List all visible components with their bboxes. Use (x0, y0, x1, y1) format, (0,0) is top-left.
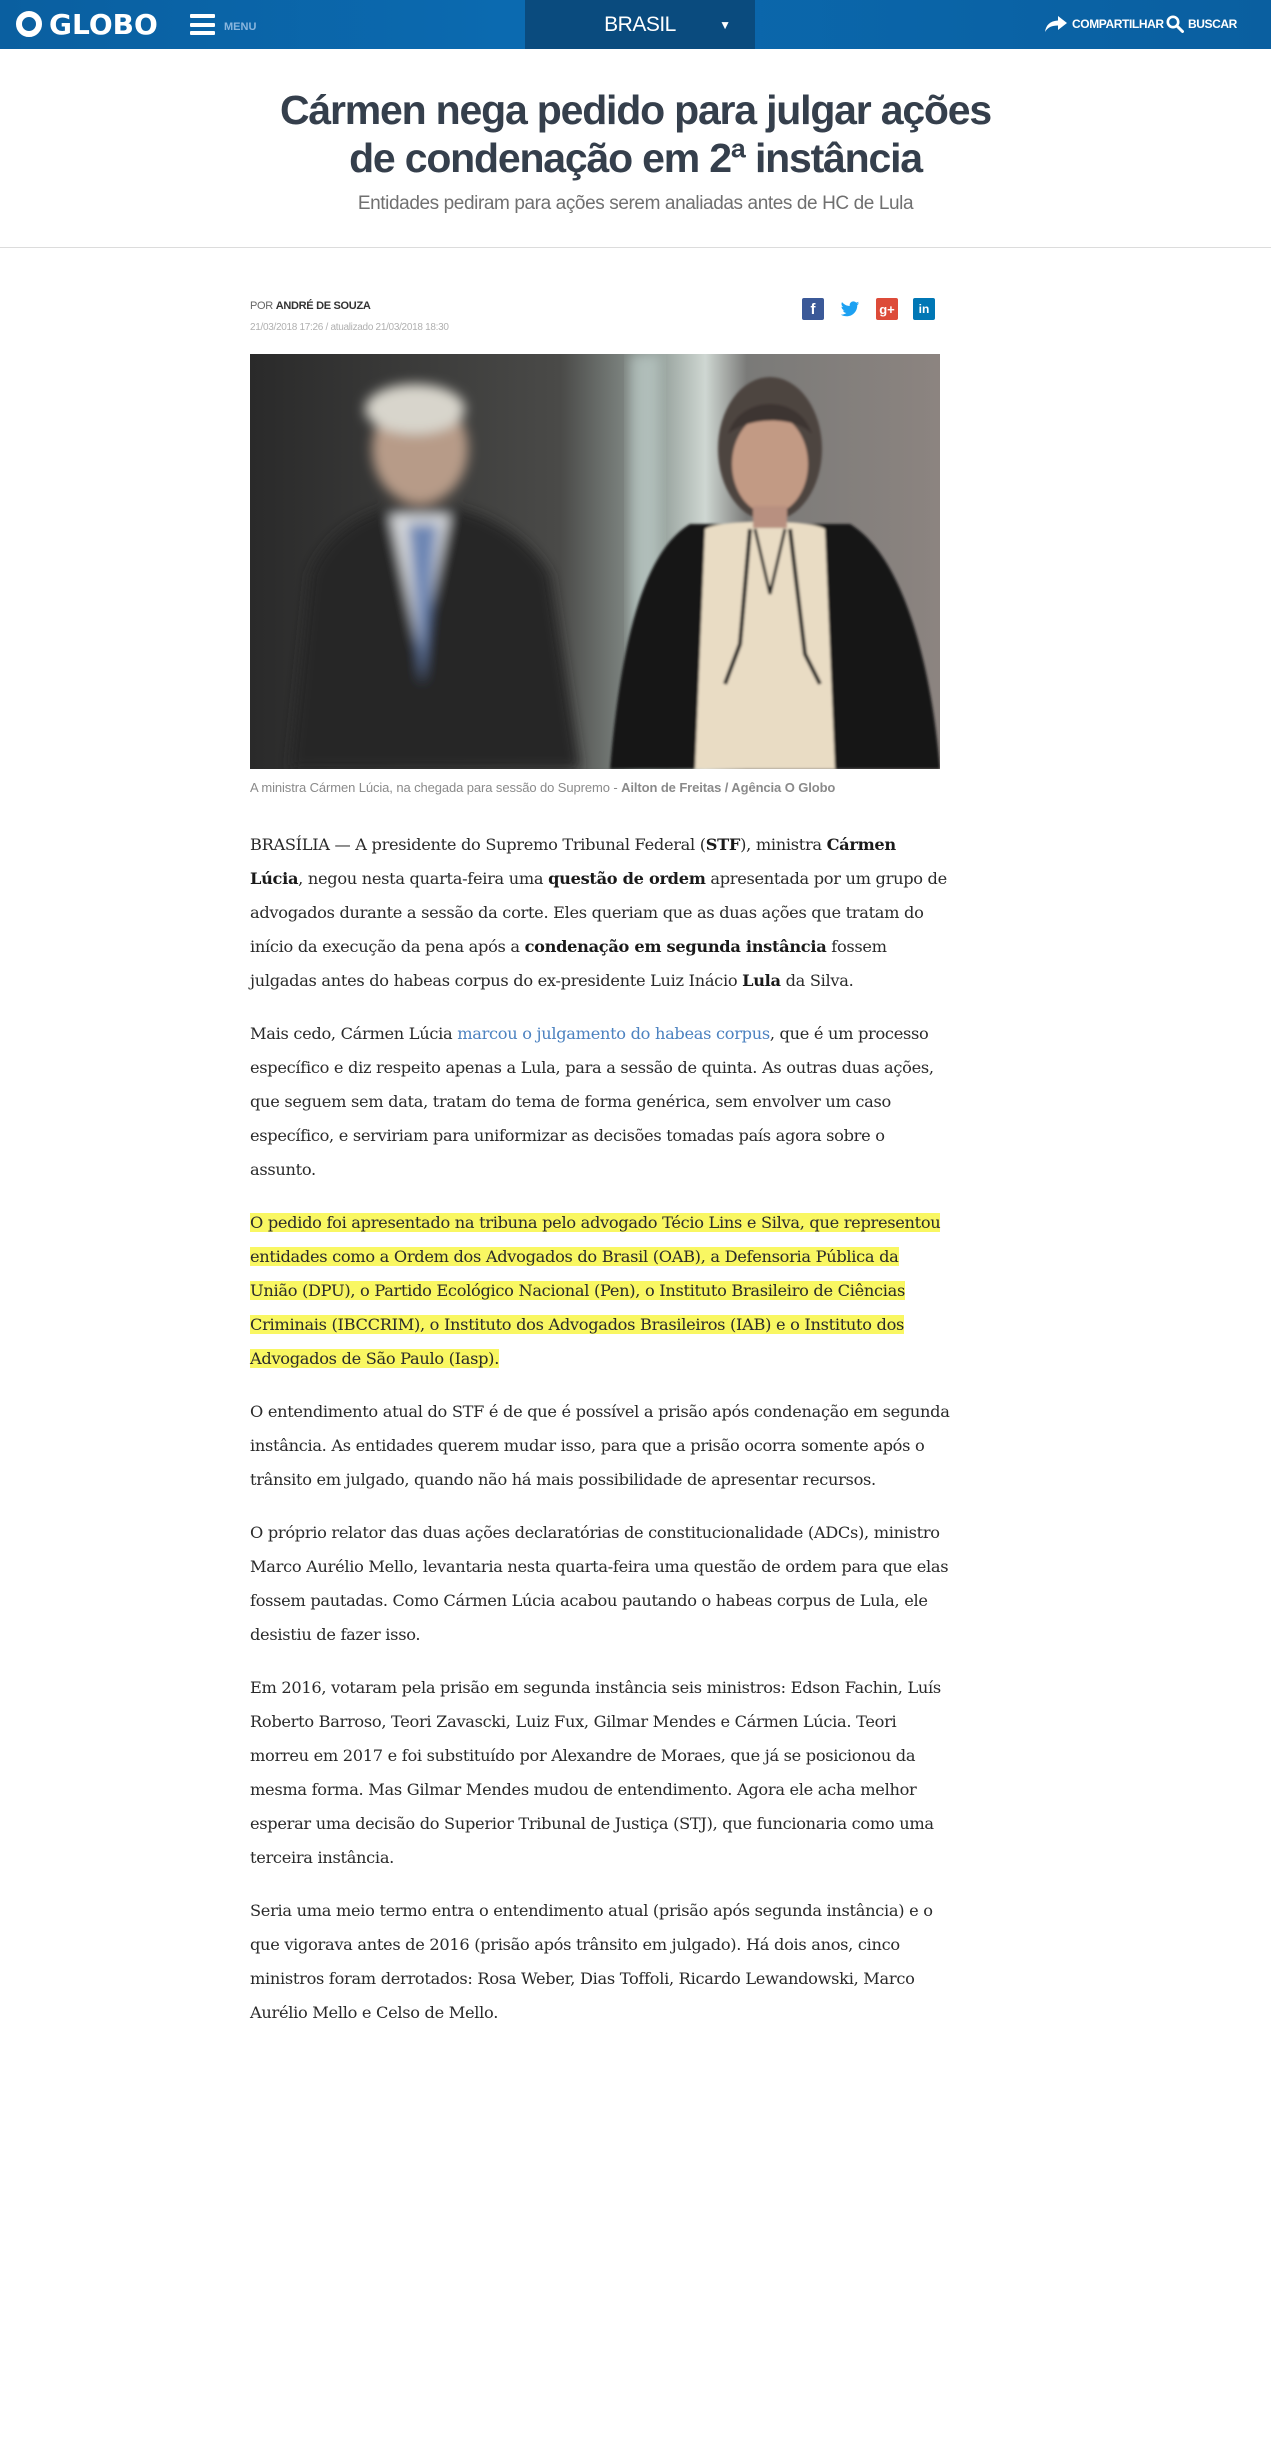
byline (250, 300, 371, 312)
top-navigation-bar (0, 0, 1271, 49)
menu-button[interactable] (190, 14, 256, 35)
linkedin-icon: in (918, 302, 930, 316)
menu-label: MENU (224, 20, 257, 33)
share-button[interactable] (1044, 15, 1164, 33)
highlighted-text: O pedido foi apresentado na tribuna pelo advogado Técio Lins e Silva, que representou entidades como a Ordem dos Advogados do Brasil (OAB), a Defensoria Pública da União (DPU), o Partido Ecológico Nacional (Pen), o Instituto Brasileiro de Ciências Criminais (IBCCRIM), o Instituto dos Advogados Brasileiros (IAB) e o Instituto dos Advogados de São Paulo (Iasp). (250, 1213, 941, 1368)
logo-text: GLOBO (49, 7, 158, 41)
caption-text: A ministra Cármen Lúcia, na chegada para sessão do Supremo - (250, 780, 622, 795)
chevron-down-icon: ▼ (719, 18, 731, 32)
paragraph-6: Em 2016, votaram pela prisão em segunda instância seis ministros: Edson Fachin, Luís Roberto Barroso, Teori Zavascki, Luiz Fux, Gilmar Mendes e Cármen Lúcia. Teori morreu em 2017 e foi substituído por Alexandre de Moraes, que já se posicionou da mesma forma. Mas Gilmar Mendes mudou de entendimento. Agora ele acha melhor esperar uma decisão do Superior Tribunal de Justiça (STJ), que funcionaria como uma terceira instância. (250, 1678, 941, 1867)
o-globo-logo[interactable] (16, 9, 158, 39)
paragraph-3-highlighted (250, 1206, 950, 1376)
section-dropdown[interactable] (525, 0, 755, 49)
paragraph-4: O entendimento atual do STF é de que é possível a prisão após condenação em segunda instância. As entidades querem mudar isso, para que a prisão ocorra somente após o trânsito em julgado, quando não há mais possibilidade de apresentar recursos. (250, 1402, 950, 1489)
linkedin-share-button[interactable] (913, 298, 935, 320)
article-body (250, 828, 950, 2049)
article-headline (0, 86, 1271, 182)
author-name[interactable]: ANDRÉ DE SOUZA (275, 300, 371, 312)
habeas-corpus-link[interactable]: marcou o julgamento do habeas corpus (457, 1024, 770, 1043)
twitter-icon (840, 301, 860, 318)
facebook-share-button[interactable] (802, 298, 824, 320)
search-button[interactable] (1166, 15, 1237, 33)
search-label: BUSCAR (1188, 17, 1237, 31)
twitter-share-button[interactable] (839, 298, 861, 320)
photo-illustration (250, 354, 940, 769)
byline-prefix: POR (250, 300, 273, 312)
logo-o-ring (16, 11, 42, 37)
article-photo[interactable] (250, 354, 940, 769)
header-divider (0, 247, 1271, 248)
headline-line-1: Cármen nega pedido para julgar ações (280, 87, 991, 133)
paragraph-2: Mais cedo, Cármen Lúcia marcou o julgamento do habeas corpus, que é um processo específico e diz respeito apenas a Lula, para a sessão de quinta. As outras duas ações, que seguem sem data, tratam do tema de forma genérica, sem envolver um caso específico, e serviriam para uniformizar as decisões tomadas país agora sobre o assunto. (250, 1024, 934, 1179)
share-label: COMPARTILHAR (1072, 17, 1164, 31)
section-label: BRASIL (604, 12, 676, 36)
google-plus-icon: g+ (879, 301, 895, 317)
paragraph-5: O próprio relator das duas ações declaratórias de constitucionalidade (ADCs), ministro Marco Aurélio Mello, levantaria nesta quarta-feira uma questão de ordem para que elas fossem pautadas. Como Cármen Lúcia acabou pautando o habeas corpus de Lula, ele desistiu de fazer isso. (250, 1523, 949, 1644)
search-icon (1166, 15, 1184, 33)
share-arrow-icon (1044, 15, 1068, 33)
caption-credit: Ailton de Freitas / Agência O Globo (621, 780, 836, 795)
menu-icon (190, 14, 215, 35)
photo-caption (250, 780, 835, 795)
article-subtitle: Entidades pediram para ações serem analiadas antes de HC de Lula (357, 193, 914, 214)
publish-dates: 21/03/2018 17:26 / atualizado 21/03/2018 18:30 (250, 322, 449, 333)
paragraph-7: Seria uma meio termo entra o entendimento atual (prisão após segunda instância) e o que vigorava antes de 2016 (prisão após trânsito em julgado). Há dois anos, cinco ministros foram derrotados: Rosa Weber, Dias Toffoli, Ricardo Lewandowski, Marco Aurélio Mello e Celso de Mello. (250, 1901, 933, 2022)
social-share-buttons (802, 298, 935, 320)
paragraph-1: BRASÍLIA — A presidente do Supremo Tribunal Federal (STF), ministra Cármen Lúcia, negou nesta quarta-feira uma questão de ordem apresentada por um grupo de advogados durante a sessão da corte. Eles queriam que as duas ações que tratam do início da execução da pena após a condenação em segunda instância fossem julgadas antes do habeas corpus do ex-presidente Luiz Inácio Lula da Silva. (250, 835, 947, 990)
google-plus-share-button[interactable] (876, 298, 898, 320)
facebook-icon: f (810, 300, 816, 318)
headline-line-2: de condenação em 2ª instância (349, 135, 922, 181)
